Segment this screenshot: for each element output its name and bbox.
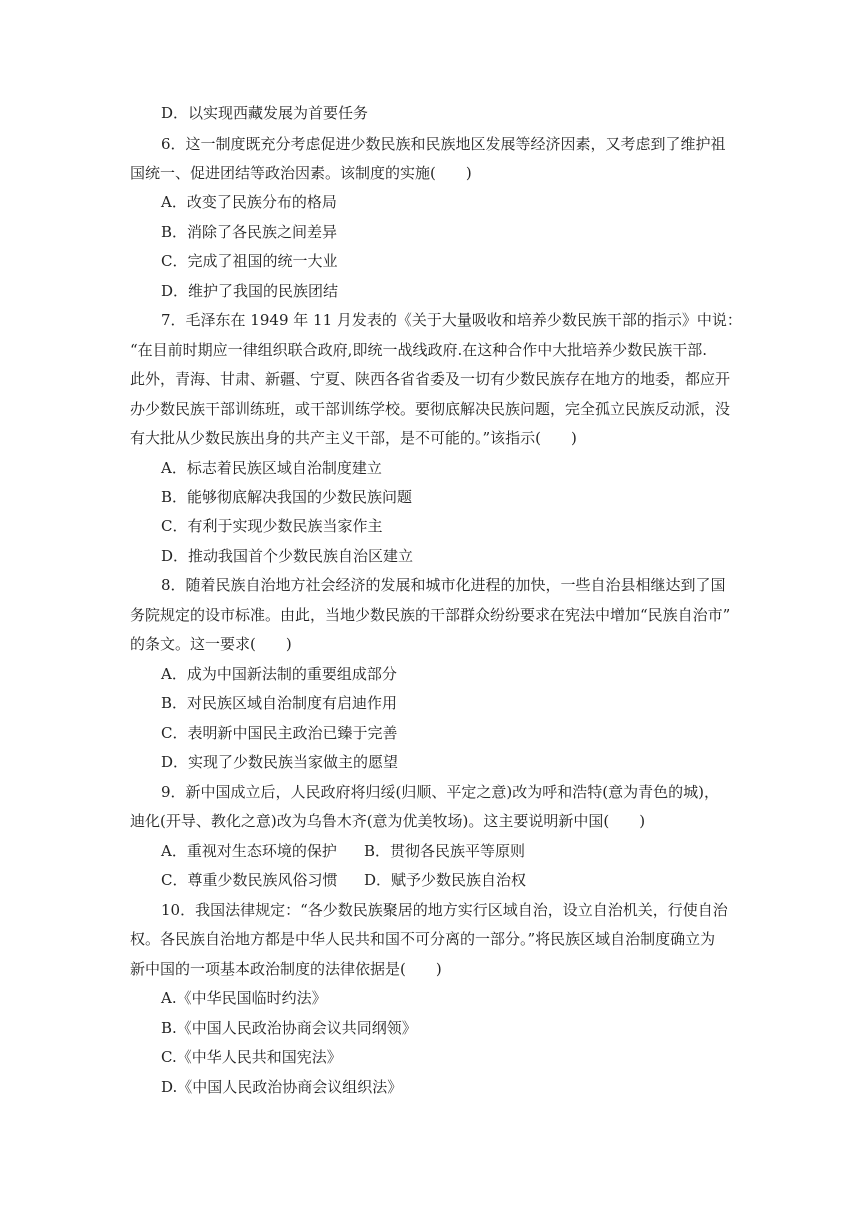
q6-stem-line-1: 6．这一制度既充分考虑促进少数民族和民族地区发展等经济因素，又考虑到了维护祖 <box>161 135 726 153</box>
q7-option-d: D．推动我国首个少数民族自治区建立 <box>161 547 414 565</box>
q8-stem-line-2: 务院规定的设市标准。由此，当地少数民族的干部群众纷纷要求在宪法中增加“民族自治市” <box>130 606 731 624</box>
q6-option-d: D．维护了我国的民族团结 <box>161 282 339 300</box>
q7-stem-line-1: 7．毛泽东在 1949 年 11 月发表的《关于大量吸收和培养少数民族干部的指示》中说： <box>161 311 742 329</box>
q6-option-c: C．完成了祖国的统一大业 <box>161 252 338 270</box>
q9-option-d: D．赋予少数民族自治权 <box>364 871 527 889</box>
q6-option-a: A．改变了民族分布的格局 <box>161 193 337 211</box>
q7-option-c: C．有利于实现少数民族当家作主 <box>161 517 383 535</box>
q7-stem-line-5: 有大批从少数民族出身的共产主义干部，是不可能的。”该指示( ) <box>130 429 577 447</box>
q8-option-a: A．成为中国新法制的重要组成部分 <box>161 665 397 683</box>
q7-option-a: A．标志着民族区域自治制度建立 <box>161 459 382 477</box>
q8-option-d: D．实现了少数民族当家做主的愿望 <box>161 753 399 771</box>
q10-option-c: C.《中华人民共和国宪法》 <box>161 1048 342 1066</box>
q10-option-a: A.《中华民国临时约法》 <box>161 989 327 1007</box>
q7-stem-line-3: 此外，青海、甘肃、新疆、宁夏、陕西各省省委及一切有少数民族存在地方的地委，都应开 <box>130 370 731 388</box>
q9-option-c: C．尊重少数民族风俗习惯 <box>161 871 338 889</box>
q9-stem-line-2: 迪化(开导、教化之意)改为乌鲁木齐(意为优美牧场)。这主要说明新中国( ) <box>130 812 646 830</box>
q10-stem-line-2: 权。各民族自治地方都是中华人民共和国不可分离的一部分。”将民族区域自治制度确立为 <box>130 930 716 948</box>
q10-stem-line-3: 新中国的一项基本政治制度的法律依据是( ) <box>130 960 442 978</box>
q9-option-b: B．贯彻各民族平等原则 <box>364 842 526 860</box>
q10-option-b: B.《中国人民政治协商会议共同纲领》 <box>161 1019 417 1037</box>
q7-stem-line-4: 办少数民族干部训练班，或干部训练学校。要彻底解决民族问题，完全孤立民族反动派，没 <box>130 400 731 418</box>
q10-stem-line-1: 10．我国法律规定：“各少数民族聚居的地方实行区域自治，设立自治机关，行使自治 <box>161 901 728 919</box>
q8-stem-line-1: 8．随着民族自治地方社会经济的发展和城市化进程的加快，一些自治县相继达到了国 <box>161 576 726 594</box>
q8-option-b: B．对民族区域自治制度有启迪作用 <box>161 694 398 712</box>
q8-option-c: C．表明新中国民主政治已臻于完善 <box>161 724 398 742</box>
q7-option-b: B．能够彻底解决我国的少数民族问题 <box>161 488 413 506</box>
q6-option-b: B．消除了各民族之间差异 <box>161 223 338 241</box>
q9-stem-line-1: 9．新中国成立后，人民政府将归绥(归顺、平定之意)改为呼和浩特(意为青色的城)， <box>161 783 719 801</box>
q9-option-a: A．重视对生态环境的保护 <box>161 842 337 860</box>
q8-stem-line-3: 的条文。这一要求( ) <box>130 635 292 653</box>
q6-stem-line-2: 国统一、促进团结等政治因素。该制度的实施( ) <box>130 164 472 182</box>
q5-option-d: D．以实现西藏发展为首要任务 <box>161 104 369 122</box>
q7-stem-line-2: “在目前时期应一律组织联合政府,即统一战线政府.在这种合作中大批培养少数民族干部. <box>130 341 707 359</box>
q10-option-d: D.《中国人民政治协商会议组织法》 <box>161 1078 403 1096</box>
